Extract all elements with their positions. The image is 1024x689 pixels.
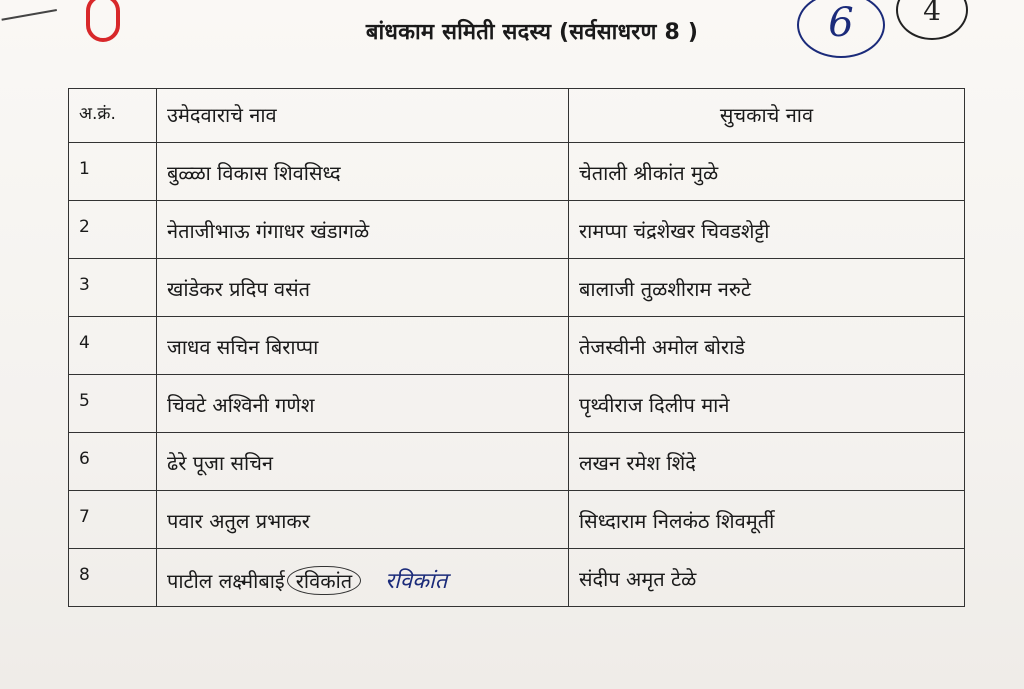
candidate-cell: खांडेकर प्रदिप वसंत <box>157 259 569 317</box>
table-row <box>69 259 965 317</box>
candidate-cell: चिवटे अश्विनी गणेश <box>157 375 569 433</box>
handwritten-annotation: रविकांत <box>385 569 448 594</box>
header-candidate: उमेदवाराचे नाव <box>157 89 569 143</box>
serial-cell: 6 <box>69 433 157 491</box>
candidate-cell: पवार अतुल प्रभाकर <box>157 491 569 549</box>
serial-cell: 4 <box>69 317 157 375</box>
proposer-cell: रामप्पा चंद्रशेखर चिवडशेट्टी <box>569 201 965 259</box>
proposer-cell: तेजस्वीनी अमोल बोराडे <box>569 317 965 375</box>
proposer-cell: चेताली श्रीकांत मुळे <box>569 143 965 201</box>
serial-cell: 7 <box>69 491 157 549</box>
serial-cell: 5 <box>69 375 157 433</box>
circled-number-stamp <box>797 0 885 58</box>
circled-name: रविकांत <box>287 566 361 595</box>
table-row <box>69 549 965 607</box>
candidate-cell: जाधव सचिन बिराप्पा <box>157 317 569 375</box>
serial-cell: 3 <box>69 259 157 317</box>
table-row <box>69 433 965 491</box>
table-row <box>69 201 965 259</box>
candidate-cell: बुळ्ळा विकास शिवसिध्द <box>157 143 569 201</box>
serial-cell: 8 <box>69 549 157 607</box>
table-row <box>69 317 965 375</box>
circled-number-1: 6 <box>828 0 854 46</box>
proposer-cell: बालाजी तुळशीराम नरुटे <box>569 259 965 317</box>
table-row <box>69 143 965 201</box>
proposer-cell: लखन रमेश शिंदे <box>569 433 965 491</box>
candidate-cell: नेताजीभाऊ गंगाधर खंडागळे <box>157 201 569 259</box>
page-title: बांधकाम समिती सदस्य (सर्वसाधरण 8 ) <box>365 20 699 45</box>
table-row <box>69 375 965 433</box>
candidate-cell <box>157 549 569 607</box>
circled-number-2: 4 <box>923 0 941 27</box>
proposer-cell: संदीप अमृत टेळे <box>569 549 965 607</box>
proposer-cell: पृथ्वीराज दिलीप माने <box>569 375 965 433</box>
serial-cell: 2 <box>69 201 157 259</box>
candidate-cell: ढेरे पूजा सचिन <box>157 433 569 491</box>
candidate-name: पाटील लक्ष्मीबाई <box>167 569 285 593</box>
table-row <box>69 491 965 549</box>
serial-cell: 1 <box>69 143 157 201</box>
members-table-wrapper <box>68 88 964 607</box>
members-table <box>68 88 965 607</box>
header-proposer: सुचकाचे नाव <box>569 89 965 143</box>
table-header-row <box>69 89 965 143</box>
proposer-cell: सिध्दाराम निलकंठ शिवमूर्ती <box>569 491 965 549</box>
header-serial: अ.क्रं. <box>69 89 157 143</box>
